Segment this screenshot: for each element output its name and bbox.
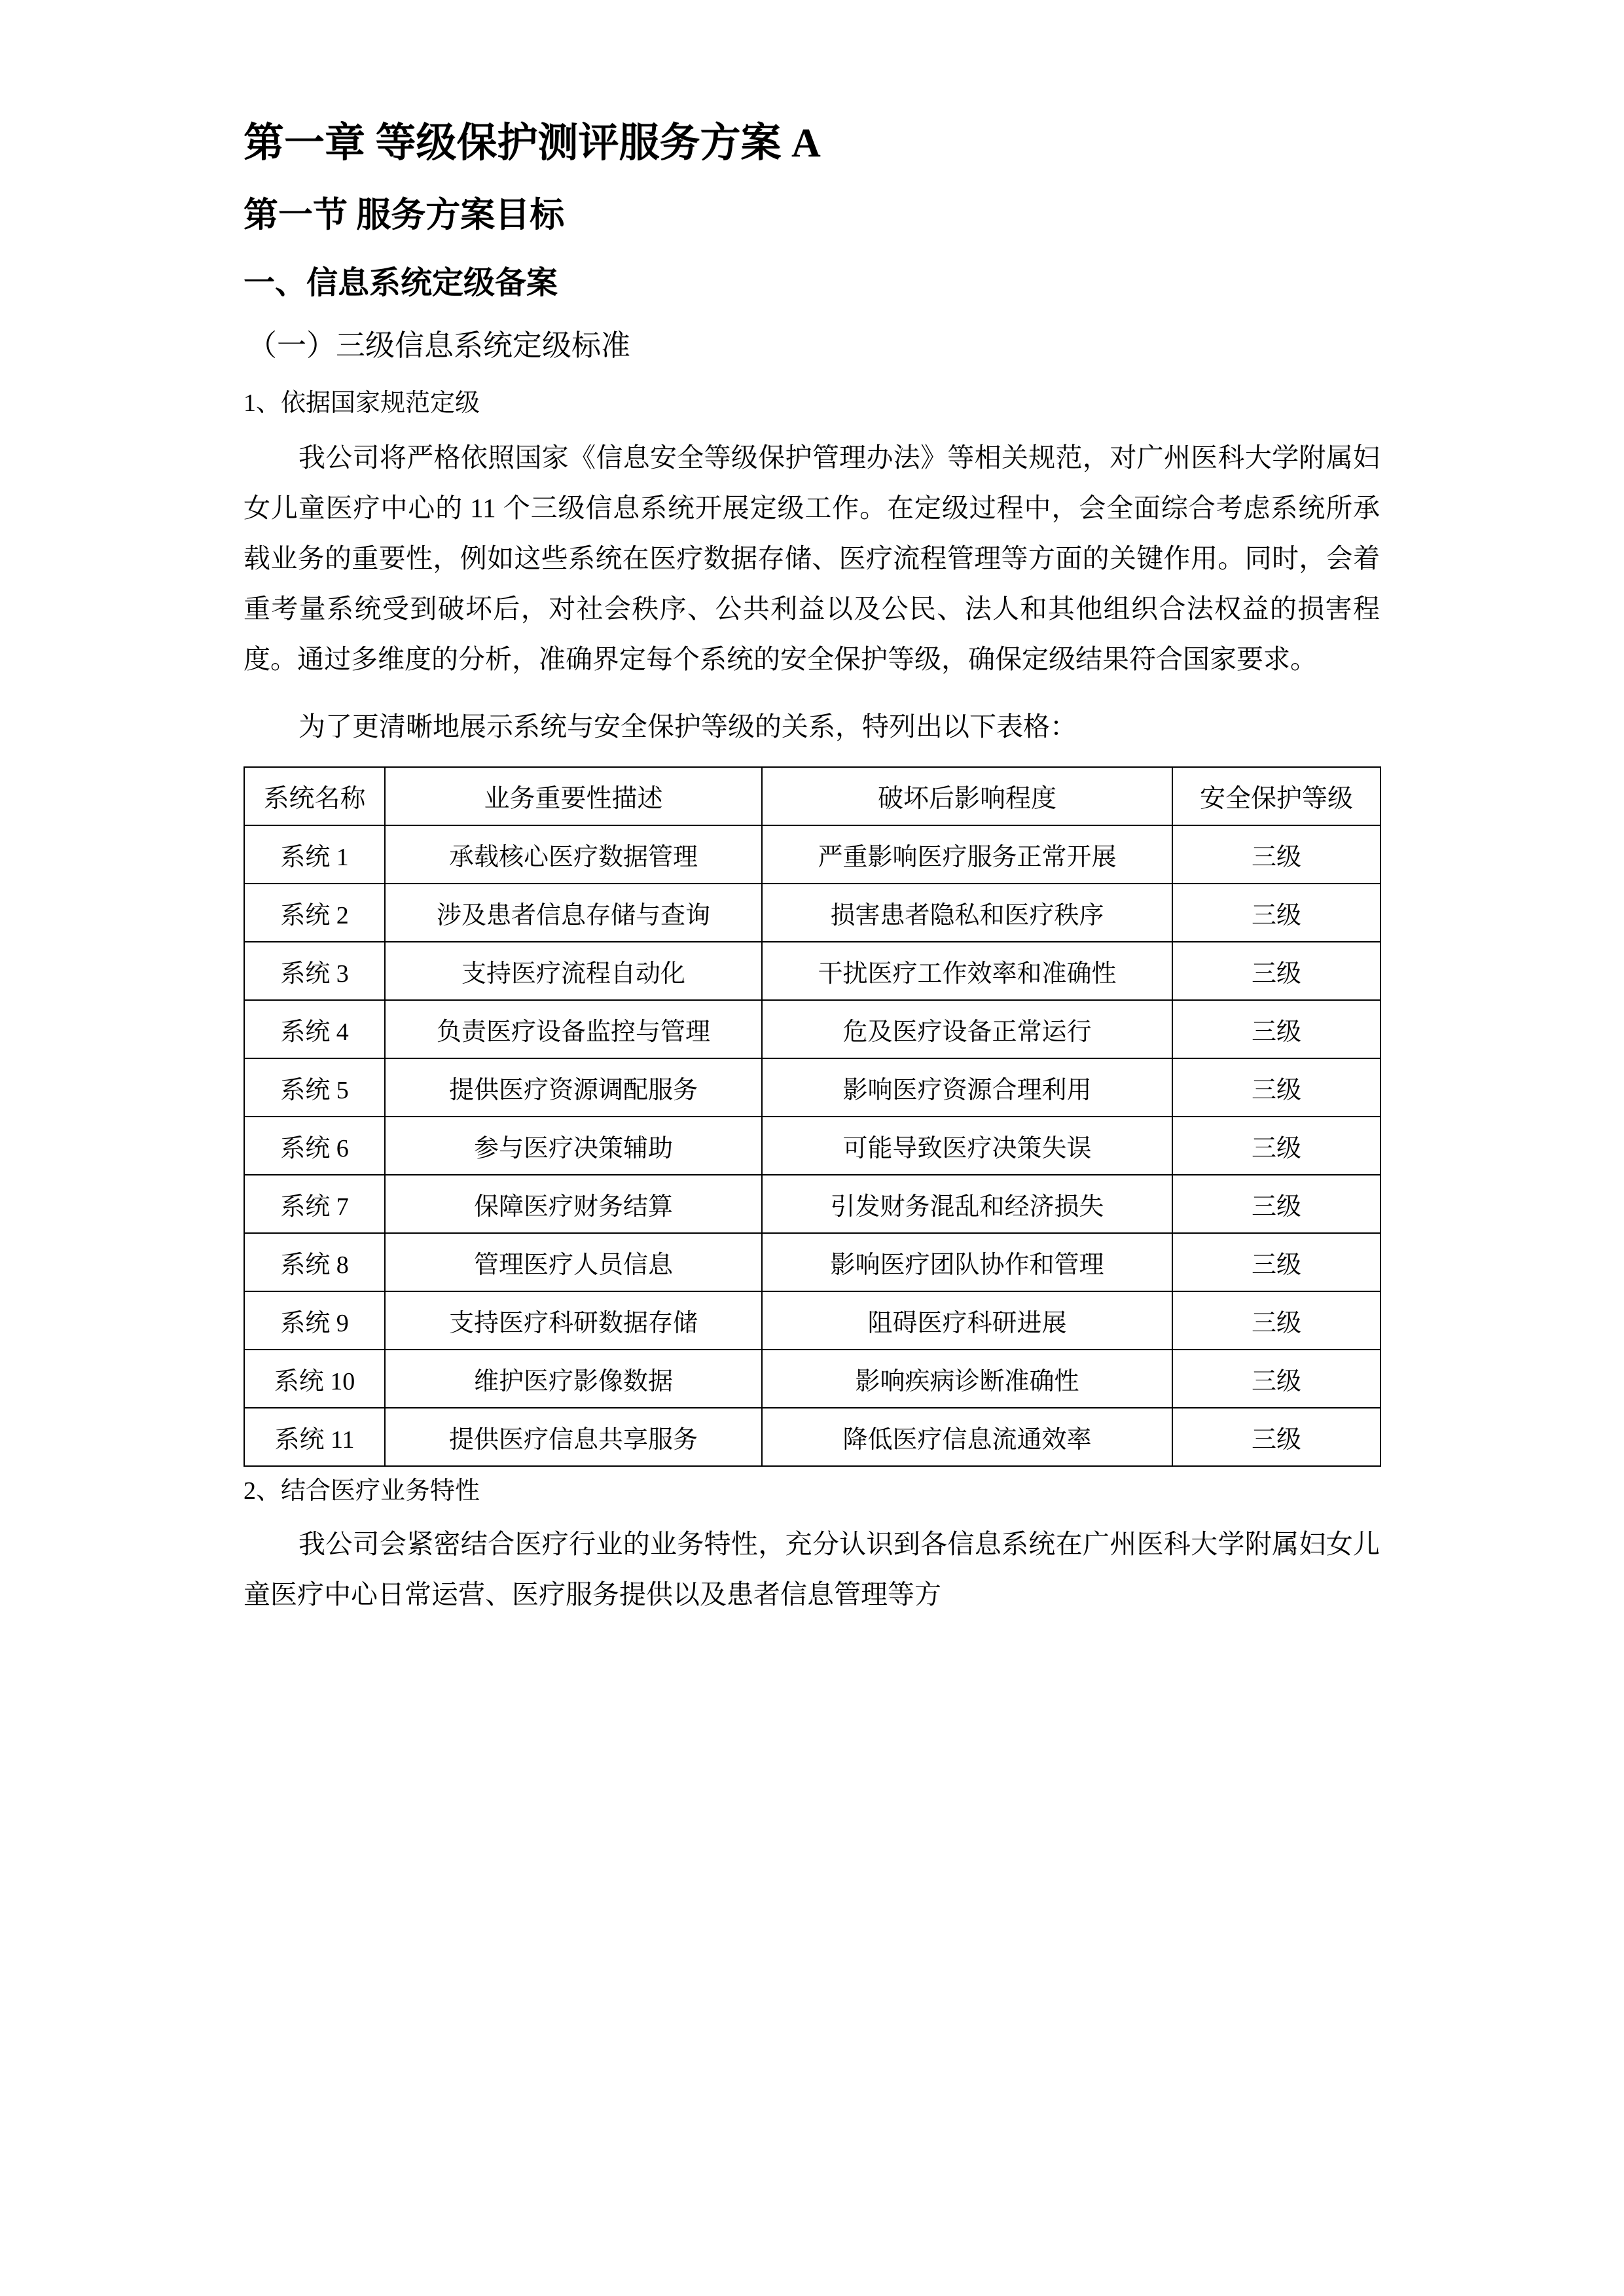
cell-system-name: 系统 6 (244, 1117, 385, 1175)
cell-business-importance: 维护医疗影像数据 (385, 1350, 762, 1408)
paragraph-2: 为了更清晰地展示系统与安全保护等级的关系，特列出以下表格： (298, 711, 1077, 742)
numbered-heading-1: 1、依据国家规范定级 (244, 389, 480, 417)
document-body (244, 0, 1380, 1620)
table-row (244, 942, 1380, 1000)
cell-business-importance: 承载核心医疗数据管理 (385, 825, 762, 884)
cell-impact-degree: 严重影响医疗服务正常开展 (762, 825, 1172, 884)
chapter-heading: 第一章 等级保护测评服务方案 A (244, 121, 821, 166)
cell-impact-degree: 阻碍医疗科研进展 (762, 1291, 1172, 1350)
cell-system-name: 系统 8 (244, 1233, 385, 1291)
cell-system-name: 系统 10 (244, 1350, 385, 1408)
cell-business-importance: 支持医疗科研数据存储 (385, 1291, 762, 1350)
paragraph-1: 我公司将严格依照国家《信息安全等级保护管理办法》等相关规范，对广州医科大学附属妇女儿童医疗中心的 11 个三级信息系统开展定级工作。在定级过程中，会全面综合考虑系统所承载业务的重要性，例如这些系统在医疗数据存储、医疗流程管理等方面的关键作用。同时，会着重考量系统受到破坏后，对社会秩序、公共利益以及公民、法人和其他组织合法权益的损害程度。通过多维度的分析，准确界定每个系统的安全保护等级，确保定级结果符合国家要求。 (244, 442, 1380, 674)
cell-impact-degree: 降低医疗信息流通效率 (762, 1408, 1172, 1466)
table-row (244, 825, 1380, 884)
column-header-protection-level: 安全保护等级 (1172, 767, 1380, 825)
cell-system-name: 系统 9 (244, 1291, 385, 1350)
table-row (244, 884, 1380, 942)
system-classification-table (244, 766, 1381, 1467)
table-row (244, 1233, 1380, 1291)
column-header-business-importance: 业务重要性描述 (385, 767, 762, 825)
cell-protection-level: 三级 (1172, 884, 1380, 942)
cell-business-importance: 支持医疗流程自动化 (385, 942, 762, 1000)
table-row (244, 1175, 1380, 1233)
cell-impact-degree: 可能导致医疗决策失误 (762, 1117, 1172, 1175)
cell-protection-level: 三级 (1172, 1291, 1380, 1350)
section-heading: 第一节 服务方案目标 (244, 196, 565, 234)
cell-system-name: 系统 3 (244, 942, 385, 1000)
cell-business-importance: 涉及患者信息存储与查询 (385, 884, 762, 942)
cell-business-importance: 管理医疗人员信息 (385, 1233, 762, 1291)
cell-impact-degree: 影响疾病诊断准确性 (762, 1350, 1172, 1408)
numbered-heading-2: 2、结合医疗业务特性 (244, 1477, 480, 1505)
cell-protection-level: 三级 (1172, 1175, 1380, 1233)
cell-system-name: 系统 2 (244, 884, 385, 942)
sub-heading: （一）三级信息系统定级标准 (247, 329, 631, 362)
cell-impact-degree: 影响医疗资源合理利用 (762, 1058, 1172, 1117)
table-row (244, 1350, 1380, 1408)
cell-business-importance: 提供医疗资源调配服务 (385, 1058, 762, 1117)
cell-impact-degree: 影响医疗团队协作和管理 (762, 1233, 1172, 1291)
table-row (244, 1291, 1380, 1350)
cell-system-name: 系统 1 (244, 825, 385, 884)
cell-system-name: 系统 4 (244, 1000, 385, 1058)
cell-impact-degree: 引发财务混乱和经济损失 (762, 1175, 1172, 1233)
cell-protection-level: 三级 (1172, 942, 1380, 1000)
cell-protection-level: 三级 (1172, 1408, 1380, 1466)
table-row (244, 1408, 1380, 1466)
table-header-row (244, 767, 1380, 825)
cell-protection-level: 三级 (1172, 1000, 1380, 1058)
paragraph-3: 我公司会紧密结合医疗行业的业务特性，充分认识到各信息系统在广州医科大学附属妇女儿童医疗中心日常运营、医疗服务提供以及患者信息管理等方 (244, 1529, 1380, 1609)
cell-protection-level: 三级 (1172, 1058, 1380, 1117)
cell-business-importance: 保障医疗财务结算 (385, 1175, 762, 1233)
cell-business-importance: 参与医疗决策辅助 (385, 1117, 762, 1175)
cell-protection-level: 三级 (1172, 1117, 1380, 1175)
cell-protection-level: 三级 (1172, 1233, 1380, 1291)
table-row (244, 1000, 1380, 1058)
cell-system-name: 系统 5 (244, 1058, 385, 1117)
column-header-system-name: 系统名称 (244, 767, 385, 825)
table-row (244, 1058, 1380, 1117)
cell-business-importance: 负责医疗设备监控与管理 (385, 1000, 762, 1058)
cell-protection-level: 三级 (1172, 1350, 1380, 1408)
cell-impact-degree: 危及医疗设备正常运行 (762, 1000, 1172, 1058)
cell-system-name: 系统 11 (244, 1408, 385, 1466)
cell-impact-degree: 损害患者隐私和医疗秩序 (762, 884, 1172, 942)
item-heading: 一、信息系统定级备案 (244, 264, 558, 301)
cell-system-name: 系统 7 (244, 1175, 385, 1233)
cell-protection-level: 三级 (1172, 825, 1380, 884)
cell-impact-degree: 干扰医疗工作效率和准确性 (762, 942, 1172, 1000)
table-row (244, 1117, 1380, 1175)
cell-business-importance: 提供医疗信息共享服务 (385, 1408, 762, 1466)
column-header-impact-degree: 破坏后影响程度 (762, 767, 1172, 825)
